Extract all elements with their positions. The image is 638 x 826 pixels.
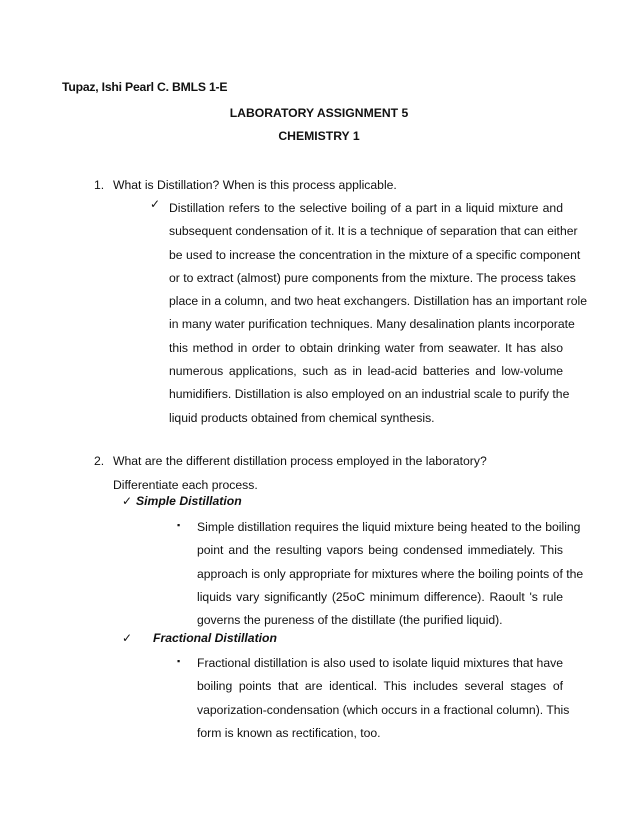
question-2-text: What are the different distillation process employed in the laboratory? — [113, 454, 487, 468]
square-bullet-icon: ▪ — [177, 656, 181, 666]
answer-line: subsequent condensation of it. It is a technique of separation that can either — [169, 224, 578, 239]
question-2-number: 2. — [94, 454, 105, 468]
answer-line: be used to increase the concentration in the mixture of a specific component — [169, 247, 581, 262]
answer-line: or to extract (almost) pure components from the mixture. The process takes — [169, 270, 576, 285]
answer-line: approach is only appropriate for mixtures where the boiling points of the — [197, 566, 584, 581]
question-1-text: What is Distillation? When is this process applicable. — [113, 178, 397, 192]
answer-line: place in a column, and two heat exchangers. Distillation has an important role — [169, 294, 587, 309]
question-2-text-continued: Differentiate each process. — [113, 478, 258, 492]
checkmark-icon: ✓ — [150, 197, 161, 211]
answer-line: governs the pureness of the distillate (the purified liquid). — [197, 613, 503, 628]
answer-1-paragraph — [169, 197, 587, 430]
document-title: LABORATORY ASSIGNMENT 5 — [229, 106, 409, 120]
answer-line: in many water purification techniques. Many desalination plants incorporate — [169, 317, 575, 332]
answer-line: this method in order to obtain drinking water from seawater. It has also — [169, 340, 563, 355]
author-line: Tupaz, Ishi Pearl C. BMLS 1-E — [62, 80, 228, 94]
answer-line: Fractional distillation is also used to isolate liquid mixtures that have — [197, 656, 563, 670]
answer-line: numerous applications, such as in lead-acid batteries and low-volume — [169, 364, 563, 379]
answer-line: Simple distillation requires the liquid mixture being heated to the boiling — [197, 520, 581, 534]
checkmark-icon: ✓ — [122, 494, 133, 508]
answer-line: Distillation refers to the selective boiling of a part in a liquid mixture and — [169, 201, 563, 215]
simple-distillation-paragraph — [197, 516, 584, 632]
answer-line: vaporization-condensation (which occurs in a fractional column). This — [197, 702, 570, 717]
question-1-number: 1. — [94, 178, 105, 192]
answer-line: form is known as rectification, too. — [197, 725, 381, 740]
document-subtitle: CHEMISTRY 1 — [278, 129, 360, 143]
answer-line: humidifiers. Distillation is also employed on an industrial scale to purify the — [169, 387, 570, 402]
answer-line: liquid products obtained from chemical synthesis. — [169, 410, 435, 425]
answer-line: boiling points that are identical. This includes several stages of — [197, 679, 563, 694]
square-bullet-icon: ▪ — [177, 520, 181, 530]
fractional-distillation-heading: Fractional Distillation — [153, 631, 277, 645]
answer-line: point and the resulting vapors being condensed immediately. This — [197, 543, 563, 558]
checkmark-icon: ✓ — [122, 631, 133, 645]
simple-distillation-heading: Simple Distillation — [136, 494, 242, 508]
answer-line: liquids vary significantly (25oC minimum difference). Raoult 's rule — [197, 589, 563, 604]
fractional-distillation-paragraph — [197, 652, 570, 745]
